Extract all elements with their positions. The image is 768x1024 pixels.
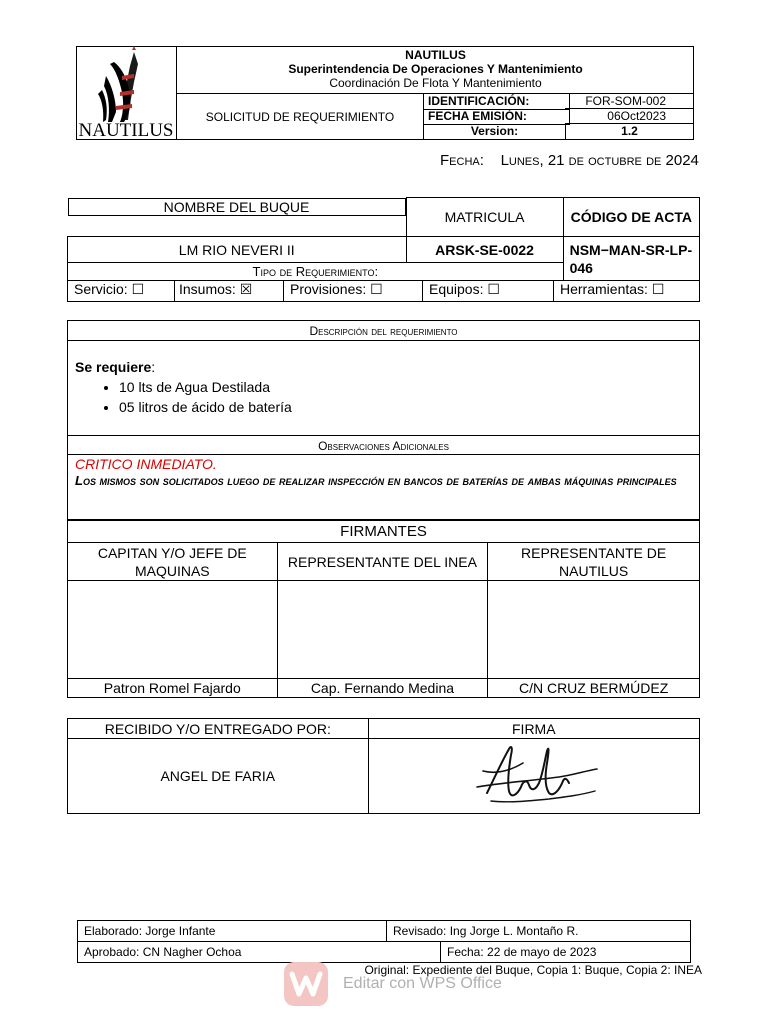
description-section xyxy=(67,320,700,520)
list-item: • 05 litros de ácido de batería xyxy=(119,397,292,417)
registration-header: MATRICULA xyxy=(444,209,525,225)
signature-box-inea[interactable] xyxy=(277,581,488,679)
type-provisiones[interactable]: Provisiones: ☐ xyxy=(284,281,423,301)
meta-row-version xyxy=(424,124,694,140)
request-date xyxy=(440,152,702,174)
received-table xyxy=(67,718,700,814)
signature-box-captain[interactable] xyxy=(68,581,278,679)
role-nautilus: REPRESENTANTE DE NAUTILUS xyxy=(521,544,667,579)
meta-label: FECHA EMISIÓN: xyxy=(424,109,570,125)
type-herramientas[interactable]: Herramientas: ☐ xyxy=(560,281,665,297)
footer-prepared: Elaborado: Jorge Infante xyxy=(84,924,216,938)
type-insumos[interactable]: Insumos: ☒ xyxy=(175,281,284,301)
list-item: • 10 lts de Agua Destilada xyxy=(119,377,292,397)
wps-watermark-text[interactable]: Editar con WPS Office xyxy=(343,975,502,992)
handwritten-signature xyxy=(469,741,609,813)
footer-reviewed: Revisado: Ing Jorge L. Montaño R. xyxy=(393,924,579,938)
division-name: Superintendencia De Operaciones Y Mantenimiento xyxy=(288,62,583,76)
requirement-list xyxy=(68,377,292,417)
meta-label: IDENTIFICACIÓN: xyxy=(424,94,570,110)
vessel-name-header: NOMBRE DEL BUQUE xyxy=(163,198,310,215)
registration-value: ARSK-SE-0022 xyxy=(435,241,534,258)
signature-label: FIRMA xyxy=(512,720,556,737)
company-name: NAUTILUS xyxy=(405,48,466,62)
role-inea: REPRESENTANTE DEL INEA xyxy=(287,553,477,570)
meta-value: 1.2 xyxy=(621,124,638,138)
observations-title: Observaciones Adicionales xyxy=(68,435,699,455)
description-intro: Se requiere: xyxy=(75,359,156,375)
signers-table xyxy=(67,520,700,698)
act-code-header: CÓDIGO DE ACTA xyxy=(570,209,692,225)
type-servicio[interactable]: Servicio: ☐ xyxy=(68,281,175,301)
footer-approved: Aprobado: CN Nagher Ochoa xyxy=(84,945,242,959)
date-value: Lunes, 21 de octubre de 2024 xyxy=(500,152,699,169)
observation-text: Los mismos son solicitados luego de realizar inspección en bancos de baterías de ambas máquinas principales xyxy=(75,473,677,488)
document-title: SOLICITUD DE REQUERIMIENTO xyxy=(177,94,424,140)
role-captain: CAPITAN Y/O JEFE DE MAQUINAS xyxy=(97,544,247,579)
meta-value: 06Oct2023 xyxy=(565,109,694,124)
logo-text: NAUTILUS xyxy=(78,120,174,139)
received-name: ANGEL DE FARIA xyxy=(160,768,276,784)
meta-label: Version: xyxy=(424,124,566,140)
signer-name-nautilus: C/N CRUZ BERMÚDEZ xyxy=(518,680,669,696)
meta-row-date xyxy=(424,109,694,124)
signer-name-captain: Patron Romel Fajardo xyxy=(103,680,241,696)
subdivision-name: Coordinación De Flota Y Mantenimiento xyxy=(329,76,542,90)
copies-note: Original: Expediente del Buque, Copia 1: Buque, Copia 2: INEA xyxy=(364,963,702,977)
signature-box-received[interactable] xyxy=(368,739,699,814)
signature-box-nautilus[interactable] xyxy=(488,581,700,679)
wps-office-icon xyxy=(284,962,328,1006)
type-equipos[interactable]: Equipos: ☐ xyxy=(423,281,554,301)
act-code-value: NSM−MAN-SR-LP-046 xyxy=(569,242,693,276)
meta-row-id xyxy=(424,94,694,109)
critical-flag: CRITICO INMEDIATO. xyxy=(75,456,217,472)
footer-table xyxy=(77,920,691,963)
header-title-block xyxy=(177,46,694,94)
date-label: Fecha: xyxy=(440,152,484,169)
received-label: RECIBIDO Y/O ENTREGADO POR: xyxy=(104,720,331,737)
vessel-name: LM RIO NEVERI II xyxy=(178,241,295,258)
description-title: Descripción del requerimiento xyxy=(68,321,699,341)
signer-name-inea: Cap. Fernando Medina xyxy=(310,680,455,696)
meta-value: FOR-SOM-002 xyxy=(565,94,694,109)
requirement-type-label: Tipo de Requerimiento: xyxy=(252,264,379,279)
nautilus-logo xyxy=(76,46,177,140)
signers-title: FIRMANTES xyxy=(340,523,427,540)
footer-date: Fecha: 22 de mayo de 2023 xyxy=(447,945,597,959)
vessel-table xyxy=(67,197,700,302)
